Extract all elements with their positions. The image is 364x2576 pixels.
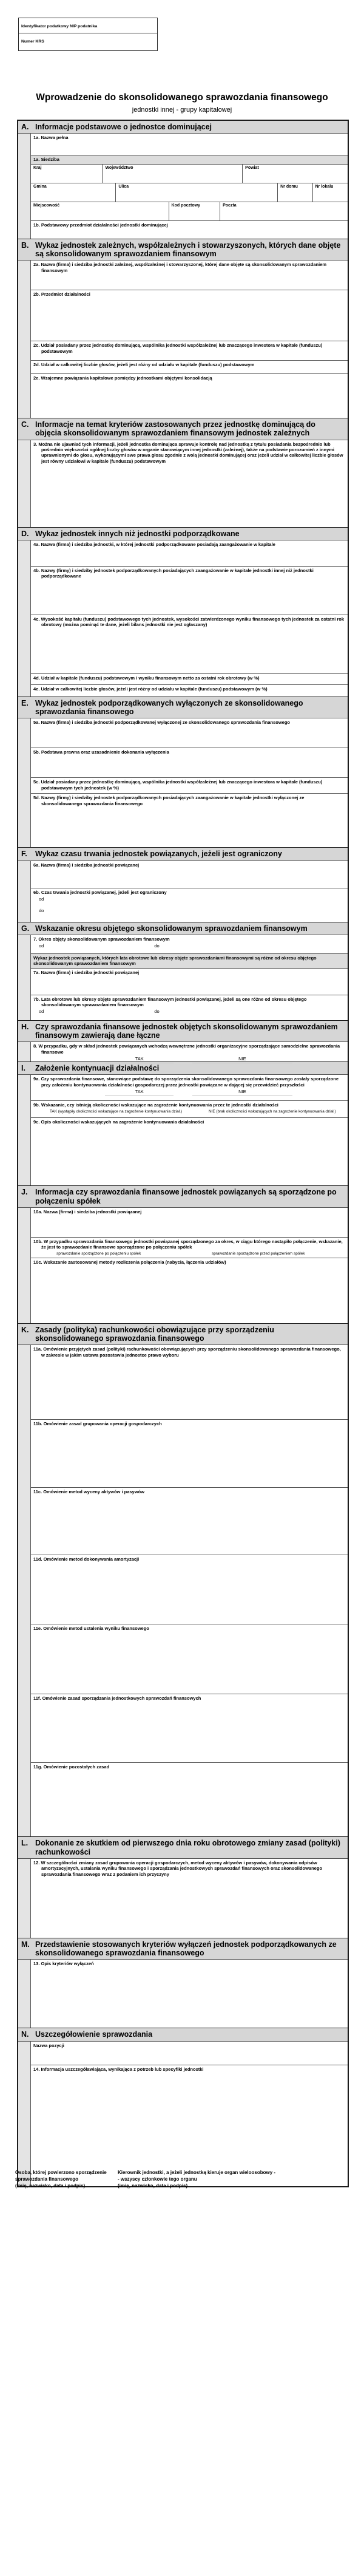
section-d-strip xyxy=(18,540,31,697)
section-b xyxy=(18,239,348,418)
form-body xyxy=(17,120,349,2187)
krs-label: Numer KRS xyxy=(21,39,44,44)
field-1a-nazwa-pelna[interactable] xyxy=(31,134,348,155)
label-10a: 10a. Nazwa (firma) i siedziba jednostki powiązanej xyxy=(33,1208,142,1215)
label-5b: 5b. Podstawa prawna oraz uzasadnienie dokonania wyłączenia xyxy=(33,749,169,755)
section-n-strip xyxy=(18,2042,31,2186)
field-nr-lokalu[interactable] xyxy=(312,183,348,202)
option-9b-nie[interactable]: NIE (brak okoliczności wskazujących na zagrożenie kontynuowania dział.) xyxy=(209,1109,336,1114)
option-10b-przed-polaczeniem[interactable]: sprawozdanie sporządzone przed połączeniem spółek xyxy=(212,1251,305,1256)
section-h-header xyxy=(18,1021,348,1043)
section-f xyxy=(18,847,348,921)
field-4b[interactable] xyxy=(31,566,348,615)
field-4d[interactable] xyxy=(31,673,348,684)
label-5c: 5c. Udział posiadany przez jednostkę dominującą, wspólnika jednostki współzależnej lub znaczącego inwestora w kapitale (funduszu) podstawowym tych jednostek (w %) xyxy=(33,779,323,791)
field-9a xyxy=(31,1075,348,1100)
label-4a: 4a. Nazwa (firma) i siedziba jednostki, w której jednostki podporządkowane posiadają zaangażowanie w kapitale xyxy=(33,541,275,547)
field-nazwa-pozycji[interactable] xyxy=(31,2042,348,2065)
field-11d[interactable] xyxy=(31,1555,348,1624)
field-2a[interactable] xyxy=(31,261,348,290)
label-9a: 9a. Czy sprawozdania finansowe, stanowiące podstawę do sporządzenia skonsolidowanego sprawozdania finansowego zostały sporządzone przy założeniu kontynuowania działalności gospodarczej przez jednostki powiązane w dającej się przewidzieć przyszłości xyxy=(33,1076,339,1088)
field-4a[interactable] xyxy=(31,540,348,566)
section-h-title: Czy sprawozdania finansowe jednostek objętych skonsolidowanym sprawozdaniem finansowym zawierają dane łączne xyxy=(35,1022,338,1040)
field-4c[interactable] xyxy=(31,615,348,673)
nip-field[interactable] xyxy=(19,18,157,33)
section-k-header xyxy=(18,1324,348,1346)
field-10b xyxy=(31,1237,348,1258)
section-j-strip xyxy=(18,1208,31,1323)
field-7 xyxy=(31,935,348,953)
section-n-title: Uszczegółowienie sprawozdania xyxy=(35,2030,153,2039)
label-kraj: Kraj xyxy=(33,165,42,170)
field-11g[interactable] xyxy=(31,1762,348,1836)
siedziba-row-1 xyxy=(31,164,348,183)
field-2e[interactable] xyxy=(31,373,348,418)
nip-label: Identyfikator podatkowy NIP podatnika xyxy=(21,24,98,29)
label-1a-nazwa: 1a. Nazwa pełna xyxy=(33,135,69,141)
section-h-letter: H. xyxy=(21,1022,29,1031)
label-nazwa-pozycji: Nazwa pozycji xyxy=(33,2042,64,2048)
section-n xyxy=(18,2028,348,2186)
option-8-tak[interactable]: TAK xyxy=(105,1056,174,1063)
label-8: 8. W przypadku, gdy w skład jednostek powiązanych wchodzą wewnętrzne jednostki organizacyjne sporządzające samodzielne sprawozdania finansowe xyxy=(33,1043,340,1055)
section-i-title: Założenie kontynuacji działalności xyxy=(35,1064,160,1073)
input-7b-do[interactable]: do xyxy=(154,1009,160,1015)
section-e-title: Wykaz jednostek podporządkowanych wyłączonych ze skonsolidowanego sprawozdania finansowego xyxy=(35,698,303,717)
section-f-strip xyxy=(18,861,31,922)
section-l-strip xyxy=(18,1859,31,1938)
section-c-strip xyxy=(18,440,31,527)
label-nr-domu: Nr domu xyxy=(280,184,298,189)
section-c-header xyxy=(18,418,348,440)
input-7-od[interactable]: od xyxy=(39,943,44,949)
section-i xyxy=(18,1061,348,1185)
siedziba-row-2 xyxy=(31,183,348,202)
field-poczta[interactable] xyxy=(220,202,348,220)
label-5d: 5d. Nazwy (firmy) i siedziby jednostek podporządkowanych posiadających zaangażowanie w kapitale jednostki wyłączonej ze skonsolidowanego sprawozdania finansowego xyxy=(33,795,305,806)
section-i-strip xyxy=(18,1075,31,1185)
section-a xyxy=(18,121,348,239)
option-9a-tak[interactable]: TAK xyxy=(105,1089,174,1096)
section-a-strip xyxy=(18,134,31,238)
section-b-title: Wykaz jednostek zależnych, współzależnych i stowarzyszonych, których dane objęte są skonsolidowanym sprawozdaniem finansowym xyxy=(35,240,341,258)
signature-manager-line2: - wszyscy członkowie tego organu xyxy=(118,2176,197,2182)
label-2c: 2c. Udział posiadany przez jednostkę dominującą, wspólnika jednostki współzależnej lub znaczącego inwestora w kapitale (funduszu) podstawowym xyxy=(33,342,323,354)
krs-field[interactable] xyxy=(19,33,157,50)
input-7-do[interactable]: do xyxy=(154,943,160,949)
section-e-header xyxy=(18,697,348,719)
section-d xyxy=(18,527,348,697)
subheader-1a-siedziba: 1a. Siedziba xyxy=(31,155,348,163)
field-12[interactable] xyxy=(31,1859,348,1938)
section-a-title: Informacje podstawowe o jednostce dominującej xyxy=(35,123,212,131)
label-6a: 6a. Nazwa (firma) i siedziba jednostki powiązanej xyxy=(33,862,140,868)
section-l-title: Dokonanie ze skutkiem od pierwszego dnia roku obrotowego zmiany zasad (polityki) rachunkowości xyxy=(35,1839,340,1856)
label-ulica: Ulica xyxy=(118,184,129,189)
signature-manager-line1: Kierownik jednostki, a jeżeli jednostką kieruje organ wieloosobowy - xyxy=(118,2170,276,2175)
section-g-header xyxy=(18,922,348,935)
label-5a: 5a. Nazwa (firma) i siedziba jednostki podporządkowanej wyłączonej ze skonsolidowanego sprawozdania finansowego xyxy=(33,720,291,726)
section-c-title: Informacje na temat kryteriów zastosowanych przez jednostkę dominującą do objęcia skonsolidowanym sprawozdaniem finansowym jednostek zależnych xyxy=(35,420,315,438)
option-10b-po-polaczeniu[interactable]: sprawozdanie sporządzone po połączeniu spółek xyxy=(56,1251,141,1256)
label-9c: 9c. Opis okoliczności wskazujących na zagrożenie kontynuowania działalności xyxy=(33,1119,204,1125)
label-2b: 2b. Przedmiot działalności xyxy=(33,291,90,298)
label-11c: 11c. Omówienie metod wyceny aktywów i pasywów xyxy=(33,1489,144,1495)
field-5d[interactable] xyxy=(31,793,348,847)
field-5b[interactable] xyxy=(31,748,348,777)
field-ulica[interactable] xyxy=(115,183,277,202)
section-h-strip xyxy=(18,1042,31,1061)
section-b-letter: B. xyxy=(21,240,29,250)
section-k xyxy=(18,1323,348,1837)
section-e-strip xyxy=(18,718,31,847)
section-j-title: Informacja czy sprawozdania finansowe jednostek powiązanych są sporządzone po połączeniu spółek xyxy=(35,1188,337,1205)
page-title: Wprowadzenie do skonsolidowanego sprawozdania finansowego xyxy=(36,92,328,103)
section-g-title: Wskazanie okresu objętego skonsolidowanym sprawozdaniem finansowym xyxy=(35,924,308,933)
label-2d: 2d. Udział w całkowitej liczbie głosów, jeżeli jest różny od udziału w kapitale (funduszu) podstawowym xyxy=(33,362,255,368)
section-g xyxy=(18,922,348,1020)
field-2c[interactable] xyxy=(31,341,348,360)
taxpayer-id-boxes xyxy=(18,18,158,51)
field-5a[interactable] xyxy=(31,718,348,748)
field-kraj[interactable] xyxy=(31,165,102,183)
field-nr-domu[interactable] xyxy=(277,183,312,202)
label-12: 12. W szczególności zmiany zasad grupowania operacji gospodarczych, metod wyceny aktywów i pasywów, dokonywania odpisów amortyzacyjnych, ustalania wyniku finansowego i sporządzania jednostkowych sprawozdań finansowych oraz skonsolidowanego sprawozdania finansowego wraz z podaniem ich przyczyny xyxy=(33,1859,323,1877)
section-e xyxy=(18,697,348,848)
input-7b-od[interactable]: od xyxy=(39,1009,44,1015)
label-14: 14. Informacja uszczegóławiająca, wynikająca z potrzeb lub specyfiki jednostki xyxy=(33,2066,204,2072)
label-11f: 11f. Omówienie zasad sporządzania jednostkowych sprawozdań finansowych xyxy=(33,1695,201,1702)
field-kod-pocztowy[interactable] xyxy=(169,202,220,220)
field-5c[interactable] xyxy=(31,777,348,793)
subheader-7-wykaz: Wykaz jednostek powiązanych, których lata obrotowe lub okresy objęte sprawozdaniami finansowymi są różne od okresu objętego skonsolidowanym sprawozdaniem finansowym xyxy=(31,953,348,968)
field-4e[interactable] xyxy=(31,684,348,697)
label-4e: 4e. Udział w całkowitej liczbie głosów, jeżeli jest różny od udziału w kapitale (funduszu) podstawowym (w %) xyxy=(33,686,268,692)
section-a-letter: A. xyxy=(21,123,29,131)
field-wojewodztwo[interactable] xyxy=(102,165,242,183)
label-2a: 2a. Nazwa (firma) i siedziba jednostki zależnej, współzależnej i stowarzyszonej, której dane objęte są skonsolidowanym sprawozdaniem finansowym xyxy=(33,262,327,273)
label-11d: 11d. Omówienie metod dokonywania amortyzacji xyxy=(33,1556,140,1562)
field-9b xyxy=(31,1100,348,1117)
field-1b-przedmiot[interactable] xyxy=(31,220,348,239)
section-d-header xyxy=(18,528,348,540)
label-11g: 11g. Omówienie pozostałych zasad xyxy=(33,1764,110,1770)
section-n-header xyxy=(18,2028,348,2041)
label-6b-do: do xyxy=(39,908,44,913)
page-subtitle: jednostki innej - grupy kapitałowej xyxy=(132,106,232,114)
field-10a[interactable] xyxy=(31,1208,348,1237)
field-10c[interactable] xyxy=(31,1258,348,1323)
section-c xyxy=(18,418,348,527)
label-11a: 11a. Omówienie przyjętych zasad (polityki) rachunkowości obowiązujących przy sporządzeniu skonsolidowanego sprawozdania finansowego, w zakresie w jakim ustawa pozostawia jednostce prawo wyboru xyxy=(33,1346,341,1358)
field-2d[interactable] xyxy=(31,360,348,373)
label-4c: 4c. Wysokość kapitału (funduszu) podstawowego tych jednostek, wysokości zatwierdzonego wyniku finansowego tych jednostek za ostatni rok obrotowy (można pominąć te dane, jeżeli bilans jednostki nie jest ogłaszany) xyxy=(33,616,345,628)
signature-manager xyxy=(118,2169,306,2190)
field-3[interactable] xyxy=(31,440,348,527)
label-powiat: Powiat xyxy=(245,165,259,170)
section-b-header xyxy=(18,239,348,261)
field-9c[interactable] xyxy=(31,1117,348,1185)
label-miejscowosc: Miejscowość xyxy=(33,203,60,208)
field-14[interactable] xyxy=(31,2065,348,2186)
field-7b xyxy=(31,995,348,1020)
section-b-strip xyxy=(18,261,31,418)
section-m-header xyxy=(18,1938,348,1960)
label-3: 3. Można nie ujawniać tych informacji, jeżeli jednostka dominująca sprawuje kontrolę nad jednostką z tytułu posiadania bezpośrednio lub pośrednio większości ogólnej liczby głosów w organie stanowiącym innej jednostki (zależnej), także na podstawie porozumień z innymi uprawnionymi do głosu, wykonującymi swe prawa głosu zgodnie z wolą jednostki dominującej oraz jeżeli udział w całkowitej liczbie głosów jest równy udziałowi w kapitale (funduszu) podstawowym xyxy=(33,441,343,464)
field-miejscowosc[interactable] xyxy=(31,202,169,220)
field-powiat[interactable] xyxy=(242,165,348,183)
section-g-letter: G. xyxy=(21,924,30,933)
section-k-strip xyxy=(18,1345,31,1836)
section-f-letter: F. xyxy=(21,850,27,859)
label-nr-lokalu: Nr lokalu xyxy=(315,184,334,189)
field-11c[interactable] xyxy=(31,1487,348,1555)
section-l xyxy=(18,1836,348,1938)
field-11b[interactable] xyxy=(31,1419,348,1487)
label-11e: 11e. Omówienie metod ustalenia wyniku finansowego xyxy=(33,1626,149,1632)
section-h xyxy=(18,1020,348,1062)
section-l-header xyxy=(18,1837,348,1859)
section-m-strip xyxy=(18,1960,31,2028)
section-c-letter: C. xyxy=(21,420,29,429)
section-f-title: Wykaz czasu trwania jednostek powiązanych, jeżeli jest ograniczony xyxy=(35,850,282,859)
section-l-letter: L. xyxy=(21,1839,29,1848)
field-11f[interactable] xyxy=(31,1694,348,1762)
field-11e[interactable] xyxy=(31,1624,348,1694)
label-11b: 11b. Omówienie zasad grupowania operacji gospodarczych xyxy=(33,1421,162,1427)
option-9b-tak[interactable]: TAK (wystąpiły okoliczności wskazujące na zagrożenie kontynuowania dział.) xyxy=(50,1109,182,1114)
label-9b: 9b. Wskazanie, czy istnieją okoliczności wskazujące na zagrożenie kontynuowania przez te jednostki działalności xyxy=(33,1102,278,1108)
section-m-title: Przedstawienie stosowanych kryteriów wyłączeń jednostek podporządkowanych ze skonsolidowanego sprawozdania finansowego xyxy=(35,1940,337,1958)
label-2e: 2e. Wzajemne powiązania kapitałowe pomiędzy jednostkami objętymi konsolidacją xyxy=(33,375,212,381)
label-1b: 1b. Podstawowy przedmiot działalności jednostki dominującej xyxy=(33,222,168,228)
section-k-title: Zasady (polityka) rachunkowości obowiązujące przy sporządzeniu skonsolidowanego sprawozdania finansowego xyxy=(35,1325,274,1343)
label-10b: 10b. W przypadku sprawozdania finansowego jednostki powiązanej sporządzonego za okres, w ciągu którego nastąpiło połączenie, wskazanie, że jest to sprawozdanie finansowe sporządzone po połączeniu spółek xyxy=(33,1238,343,1250)
label-poczta: Poczta xyxy=(223,203,237,208)
signature-manager-line3: (imię, nazwisko, data i podpis) xyxy=(118,2183,188,2189)
section-j-header xyxy=(18,1186,348,1208)
field-8 xyxy=(31,1042,348,1061)
section-n-letter: N. xyxy=(21,2030,29,2039)
field-6a[interactable] xyxy=(31,861,348,888)
label-7a: 7a. Nazwa (firma) i siedziba jednostki powiązanej xyxy=(33,969,140,975)
section-d-letter: D. xyxy=(21,529,29,538)
label-wojewodztwo: Województwo xyxy=(105,165,133,170)
section-k-letter: K. xyxy=(21,1325,29,1334)
field-13[interactable] xyxy=(31,1960,348,2028)
section-i-letter: I. xyxy=(21,1064,25,1073)
input-6b-od[interactable] xyxy=(33,895,345,902)
field-6b xyxy=(31,888,348,922)
label-6b-od: od xyxy=(39,896,44,902)
option-8-nie[interactable]: NIE xyxy=(192,1056,292,1063)
input-6b-do[interactable] xyxy=(33,907,345,913)
section-m xyxy=(18,1938,348,2028)
section-m-letter: M. xyxy=(21,1940,30,1949)
label-10c: 10c. Wskazanie zastosowanej metody rozliczenia połączenia (nabycia, łączenia udziałów) xyxy=(33,1259,226,1265)
label-13: 13. Opis kryteriów wyłączeń xyxy=(33,1961,94,1967)
option-9a-nie[interactable]: NIE xyxy=(192,1089,292,1096)
section-g-strip xyxy=(18,935,31,1020)
signature-preparer-line1: Osoba, której powierzono sporządzenie xyxy=(15,2170,107,2175)
label-4b: 4b. Nazwy (firmy) i siedziby jednostek podporządkowanych posiadających zaangażowanie w kapitale jednostki innej niż jednostki podporządkowane xyxy=(33,567,314,579)
signature-preparer-line2: sprawozdania finansowego xyxy=(15,2176,79,2182)
label-gmina: Gmina xyxy=(33,184,47,189)
field-2b[interactable] xyxy=(31,290,348,341)
label-7: 7. Okres objęty skonsolidowanym sprawozdaniem finansowym xyxy=(33,936,170,942)
section-j-letter: J. xyxy=(21,1188,28,1197)
section-e-letter: E. xyxy=(21,698,29,707)
label-4d: 4d. Udział w kapitale (funduszu) podstawowym i wyniku finansowym netto za ostatni rok obrotowy (w %) xyxy=(33,675,260,681)
signature-preparer xyxy=(15,2169,117,2190)
label-7b: 7b. Lata obrotowe lub okresy objęte sprawozdaniem finansowym jednostki powiązanej, jeżeli są one różne od okresu objętego skonsolidowanym sprawozdaniem finansowym xyxy=(33,996,307,1007)
field-7a[interactable] xyxy=(31,968,348,995)
section-a-header xyxy=(18,121,348,134)
label-kod-pocztowy: Kod pocztowy xyxy=(171,203,200,208)
field-gmina[interactable] xyxy=(31,183,115,202)
section-j xyxy=(18,1185,348,1323)
siedziba-row-3 xyxy=(31,202,348,220)
field-11a[interactable] xyxy=(31,1345,348,1419)
signature-preparer-line3: (imię, nazwisko, data i podpis) xyxy=(15,2183,86,2189)
section-d-title: Wykaz jednostek innych niż jednostki podporządkowane xyxy=(35,529,240,538)
label-6b: 6b. Czas trwania jednostki powiązanej, jeżeli jest ograniczony xyxy=(33,889,167,895)
section-f-header xyxy=(18,848,348,860)
